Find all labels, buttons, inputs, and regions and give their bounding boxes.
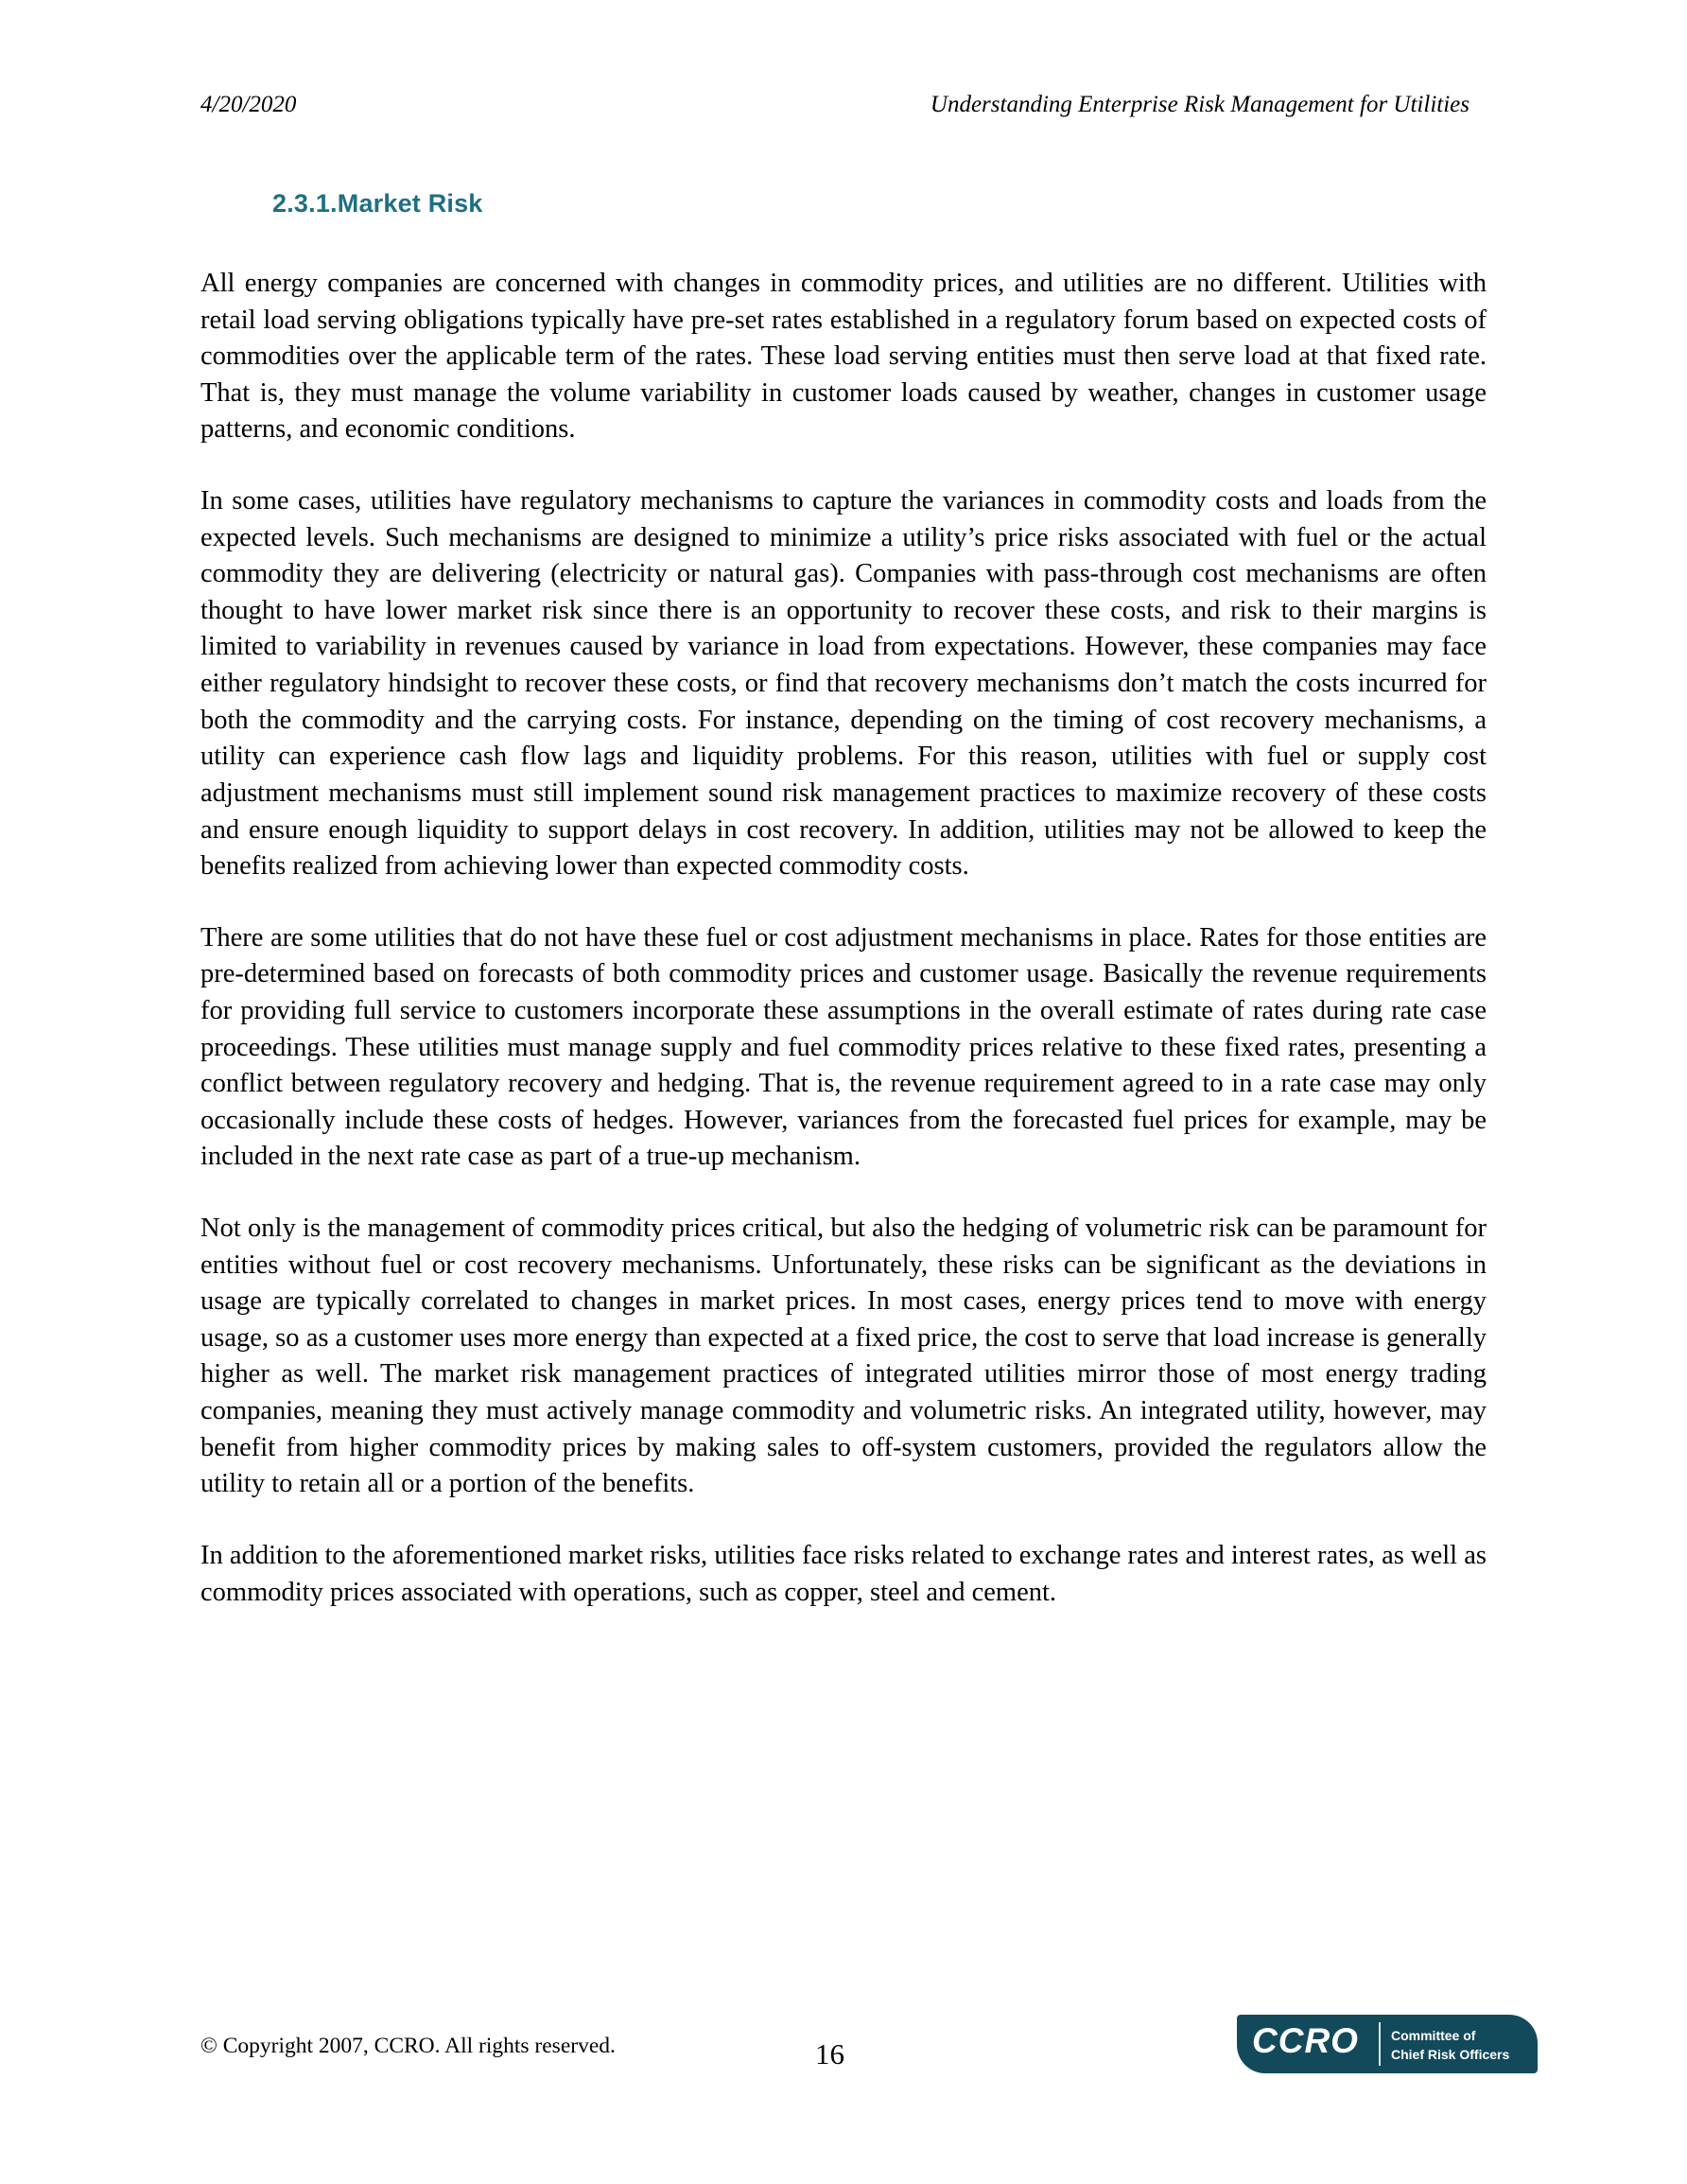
header-document-title: Understanding Enterprise Risk Management for Utilities bbox=[930, 92, 1470, 117]
paragraph: Not only is the management of commodity prices critical, but also the hedging of volumetric risk can be paramount for entities without fuel or cost recovery mechanisms. Unfortunately, these risks can be significant as the deviations in usage are typically correlated to changes in market prices. In most cases, energy prices tend to move with energy usage, so as a customer uses more energy than expected at a fixed price, the cost to serve that load increase is generally higher as well. The market risk management practices of integrated utilities mirror those of most energy trading companies, meaning they must actively manage commodity and volumetric risks. An integrated utility, however, may benefit from higher commodity prices by making sales to off-system customers, provided the regulators allow the utility to retain all or a portion of the benefits. bbox=[200, 1214, 1487, 1499]
copyright-notice: © Copyright 2007, CCRO. All rights reserved. bbox=[200, 2034, 616, 2058]
header-date: 4/20/2020 bbox=[200, 92, 297, 117]
paragraph: All energy companies are concerned with changes in commodity prices, and utilities are no different. Utilities with retail load serving obligations typically have pre-set rates established in a regulatory forum based on expected costs of commodities over the applicable term of the rates. These load serving entities must then serve load at that fixed rate. That is, they must manage the volume variability in customer loads caused by weather, changes in customer usage patterns, and economic conditions. bbox=[200, 269, 1487, 445]
ccro-logo bbox=[1237, 2015, 1538, 2073]
section-heading: 2.3.1.Market Risk bbox=[272, 189, 483, 218]
page-header bbox=[200, 91, 1487, 119]
paragraph: In addition to the aforementioned market risks, utilities face risks related to exchange rates and interest rates, as well as commodity prices associated with operations, such as copper, steel and cement. bbox=[200, 1540, 1487, 1607]
paragraph: In some cases, utilities have regulatory mechanisms to capture the variances in commodity costs and loads from the expected levels. Such mechanisms are designed to minimize a utility’s price risks associated with fuel or the actual commodity they are delivering (electricity or natural gas). Companies with pass-through cost mechanisms are often thought to have lower market risk since there is an opportunity to recover these costs, and risk to their margins is limited to variability in revenues caused by variance in load from expectations. However, these companies may face either regulatory hindsight to recover these costs, or find that recovery mechanisms don’t match the costs incurred for both the commodity and the carrying costs. For instance, depending on the timing of cost recovery mechanisms, a utility can experience cash flow lags and liquidity problems. For this reason, utilities with fuel or supply cost adjustment mechanisms must still implement sound risk management practices to maximize recovery of these costs and ensure enough liquidity to support delays in cost recovery. In addition, utilities may not be allowed to keep the benefits realized from achieving lower than expected commodity costs. bbox=[200, 486, 1487, 882]
ccro-logo-subtitle-line2: Chief Risk Officers bbox=[1391, 2047, 1510, 2063]
page-content bbox=[200, 91, 1487, 1611]
paragraph: There are some utilities that do not have these fuel or cost adjustment mechanisms in place. Rates for those entities are pre-determined based on forecasts of both commodity prices and customer usage. Basically the revenue requirements for providing full service to customers incorporate these assumptions in the overall estimate of rates during rate case proceedings. These utilities must manage supply and fuel commodity prices relative to these fixed rates, presenting a conflict between regulatory recovery and hedging. That is, the revenue requirement agreed to in a rate case may only occasionally include these costs of hedges. However, variances from the forecasted fuel prices for example, may be included in the next rate case as part of a true-up mechanism. bbox=[200, 922, 1487, 1172]
ccro-logo-subtitle-line1: Committee of bbox=[1391, 2028, 1476, 2043]
body-text bbox=[200, 266, 1487, 1611]
page-footer bbox=[200, 2015, 1602, 2128]
ccro-logo-subtitle bbox=[1391, 2026, 1509, 2065]
logo-divider bbox=[1379, 2022, 1381, 2066]
page-number: 16 bbox=[815, 2037, 844, 2070]
ccro-logo-mark: CCRO bbox=[1252, 2021, 1359, 2060]
